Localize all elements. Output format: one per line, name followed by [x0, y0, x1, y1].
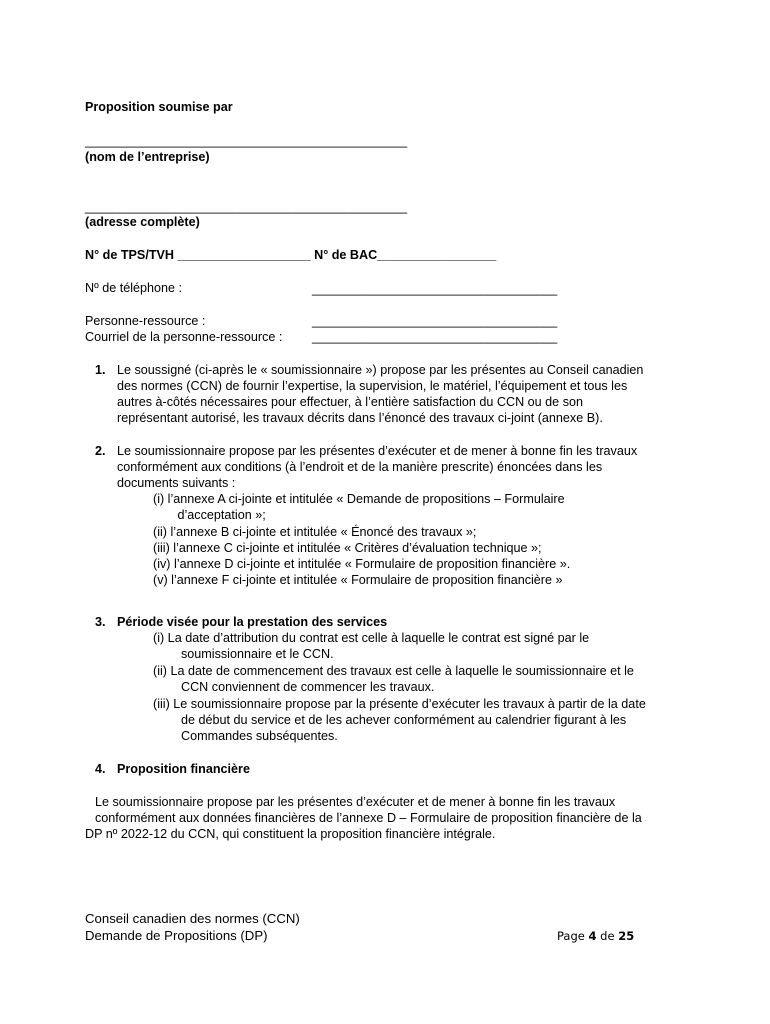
section-2-line: Le soumissionnaire propose par les présentes d’exécuter et de mener à bonne fin les travaux [117, 444, 638, 458]
tps-line: ___________________ [177, 248, 311, 262]
section-4-number: 4. [95, 762, 106, 776]
section-2-item: (iv) l’annexe D ci-jointe et intitulée « Formulaire de proposition financière ». [153, 557, 571, 571]
section-2-line: conformément aux conditions (à l’endroit et de la manière prescrite) énoncées dans les [117, 460, 603, 474]
footer-org: Conseil canadien des normes (CCN) [85, 911, 300, 926]
section-4-line: DP nº 2022-12 du CCN, qui constituent la proposition financière intégrale. [85, 827, 496, 841]
section-3-item: de début du service et de les achever conformément au calendrier figurant à les [153, 713, 627, 727]
page-mid: de [596, 929, 619, 943]
section-1-line: Le soussigné (ci-après le « soumissionnaire ») propose par les présentes au Conseil canadien [117, 363, 644, 377]
section-2-item: d’acceptation »; [153, 508, 266, 522]
bac-line: _________________ [377, 248, 497, 262]
section-2-item: (ii) l’annexe B ci-jointe et intitulée « Énoncé des travaux »; [153, 525, 477, 539]
section-3-number: 3. [95, 615, 106, 629]
proposal-title: Proposition soumise par [85, 100, 233, 114]
footer-doc: Demande de Propositions (DP) [85, 928, 268, 943]
address-label: (adresse complète) [85, 215, 200, 229]
page-prefix: Page [557, 929, 589, 943]
email-label: Courriel de la personne-ressource : [85, 330, 283, 344]
section-4-line: Le soumissionnaire propose par les présentes d’exécuter et de mener à bonne fin les travaux [95, 795, 616, 809]
phone-line: ___________________________________ [312, 282, 558, 296]
page-total: 25 [618, 929, 635, 943]
section-4-title: Proposition financière [117, 762, 250, 776]
section-2-number: 2. [95, 444, 106, 458]
section-2-item: (i) l’annexe A ci-jointe et intitulée « Demande de propositions – Formulaire [153, 492, 565, 506]
email-line: ___________________________________ [312, 330, 558, 344]
section-3-item: CCN conviennent de commencer les travaux. [153, 680, 435, 694]
section-2-line: documents suivants : [117, 476, 236, 490]
section-1-line: représentant autorisé, les travaux décrits dans l’énoncé des travaux ci-joint (annexe B). [117, 411, 603, 425]
contact-line: ___________________________________ [312, 314, 558, 328]
page-number [557, 928, 634, 944]
contact-label: Personne-ressource : [85, 314, 206, 328]
section-1-line: des normes (CCN) de fournir l’expertise, la supervision, le matériel, l’équipement et tous les [117, 379, 628, 393]
section-4-line: conformément aux données financières de l’annexe D – Formulaire de proposition financière de la [95, 811, 642, 825]
section-3-item: (iii) Le soumissionnaire propose par la présente d’exécuter les travaux à partir de la date [153, 697, 646, 711]
tps-label: N° de TPS/TVH [85, 248, 175, 262]
section-2-item: (v) l’annexe F ci-jointe et intitulée « Formulaire de proposition financière » [153, 573, 563, 587]
section-3-item: (i) La date d’attribution du contrat est celle à laquelle le contrat est signé par le [153, 631, 590, 645]
tps-bac-row [85, 247, 496, 263]
section-2-item: (iii) l’annexe C ci-jointe et intitulée « Critères d’évaluation technique »; [153, 541, 542, 555]
section-1-line: autres à-côtés nécessaires pour effectuer, à l’entière satisfaction du CCN ou de son [117, 395, 583, 409]
phone-label: Nº de téléphone : [85, 281, 183, 295]
section-3-item: soumissionnaire et le CCN. [153, 647, 334, 661]
address-line: ______________________________________________ [85, 200, 408, 214]
section-3-item: Commandes subséquentes. [153, 729, 338, 743]
company-name-line: ______________________________________________ [85, 134, 408, 148]
section-1-number: 1. [95, 363, 106, 377]
page-current: 4 [588, 929, 597, 943]
bac-label: N° de BAC [314, 248, 378, 262]
section-3-item: (ii) La date de commencement des travaux est celle à laquelle le soumissionnaire et le [153, 664, 634, 678]
section-3-title: Période visée pour la prestation des services [117, 615, 388, 629]
company-name-label: (nom de l’entreprise) [85, 150, 210, 164]
